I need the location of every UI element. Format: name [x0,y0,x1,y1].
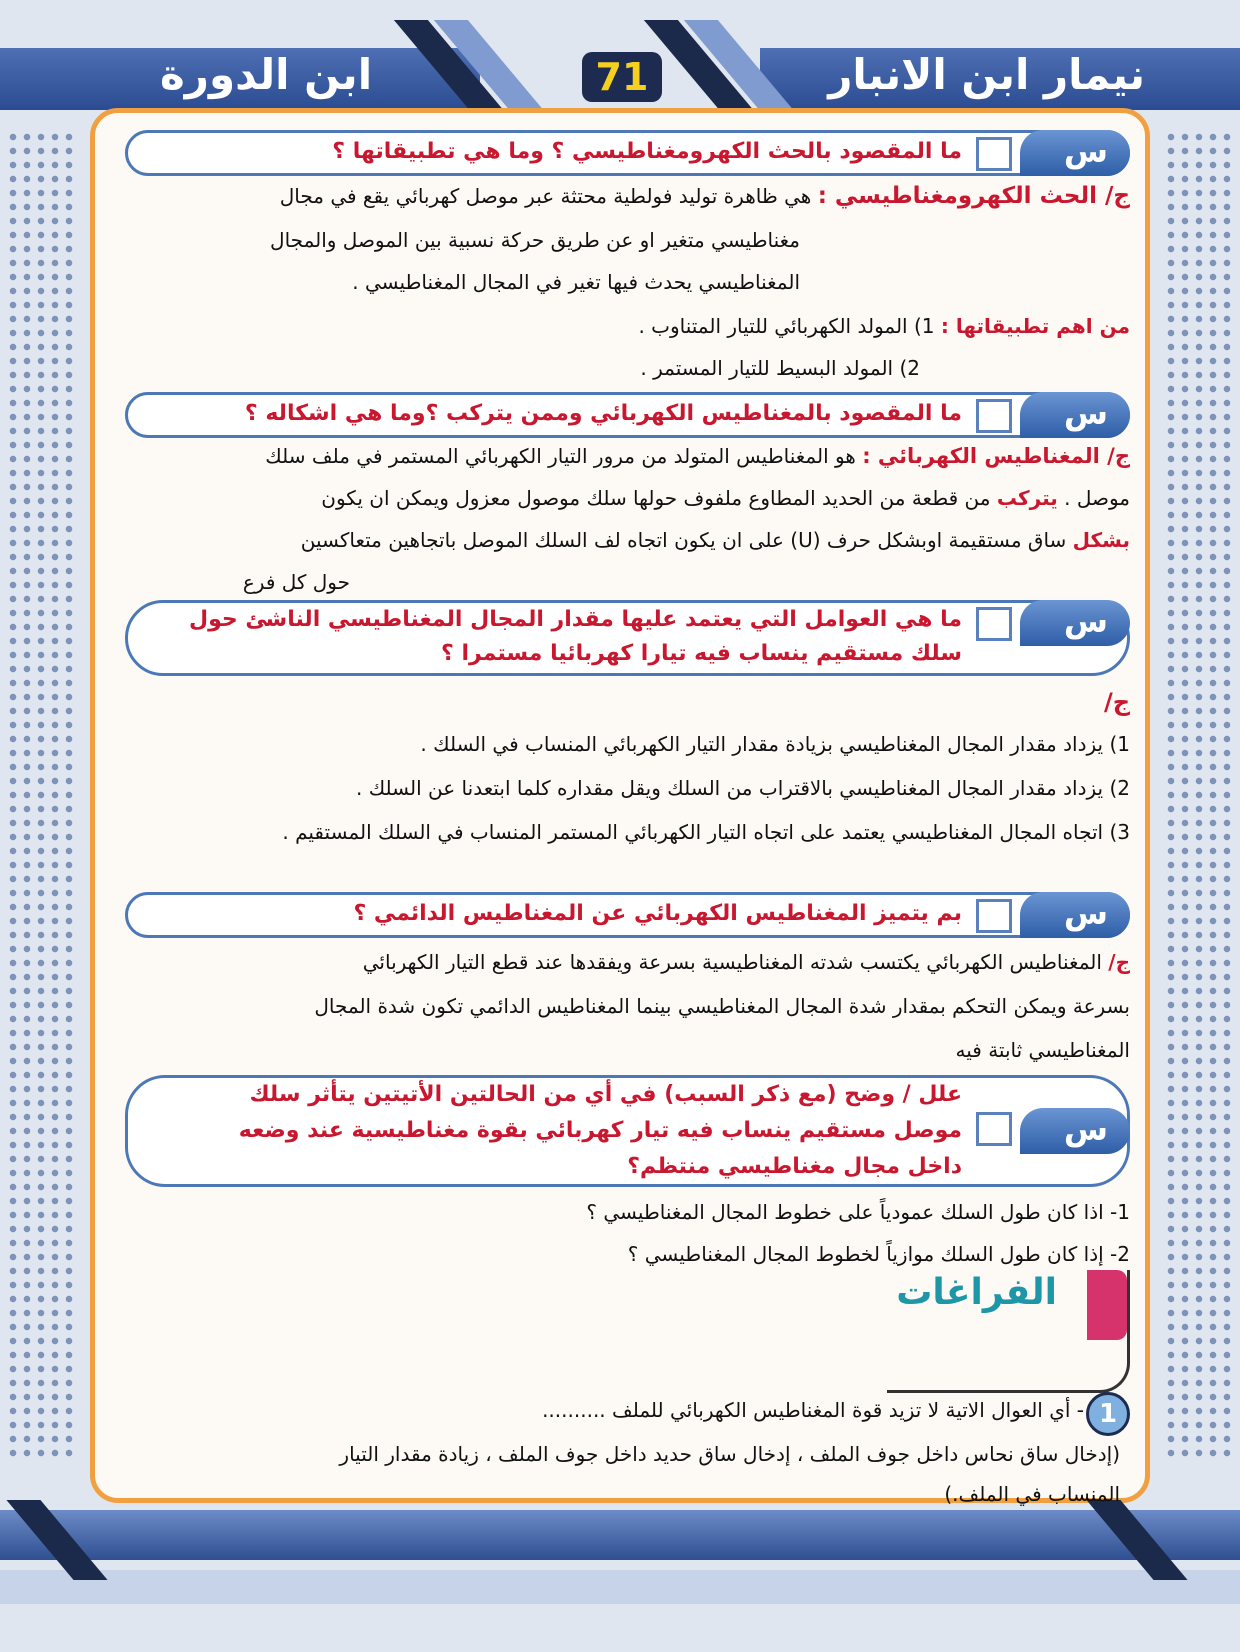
answer-line: ج/ المغناطيس الكهربائي : هو المغناطيس المتولد من مرور التيار الكهربائي المستمر في ملف سلك [265,444,1130,468]
question-tag: س [1020,392,1130,438]
blanks-tag [1087,1270,1127,1340]
checkbox-decor [976,899,1012,933]
decor-dots-left [6,130,76,1460]
applications-line: 2) المولد البسيط للتيار المستمر . [640,356,920,380]
answer-item: 2) يزداد مقدار المجال المغناطيسي بالاقتراب من السلك ويقل مقداره كلما ابتعدنا عن السلك . [355,776,1130,800]
header-title-right: نيمار ابن الانبار [828,50,1145,99]
question-box-3 [125,600,1130,676]
checkbox-decor [976,399,1012,433]
blank-options: المنساب في الملف.) [944,1482,1120,1506]
blanks-title: الفراغات [896,1272,1057,1313]
answer-line: بشكل ساق مستقيمة اوبشكل حرف (U) على ان يكون اتجاه لف السلك الموصل باتجاهين متعاكسين [300,528,1130,552]
question-box-1 [125,130,1130,176]
question-box-5 [125,1075,1130,1187]
page-footer [0,1500,1240,1652]
answer-line: ج/ الحث الكهرومغناطيسي : هي ظاهرة توليد فولطية محتثة عبر موصل كهربائي يقع في مجال [279,183,1130,209]
answer-line: ج/ المغناطيس الكهربائي يكتسب شدته المغناطيسية بسرعة ويفقدها عند قطع التيار الكهربائي [362,950,1130,974]
answer-line: مغناطيسي متغير او عن طريق حركة نسبية بين الموصل والمجال [270,228,800,252]
answer-line: حول كل فرع [242,570,350,594]
question-box-4 [125,892,1130,938]
checkbox-decor [976,137,1012,171]
answer-line: بسرعة ويمكن التحكم بمقدار شدة المجال المغناطيسي بينما المغناطيس الدائمي تكون شدة المجال [314,994,1130,1018]
applications-line: من اهم تطبيقاتها : 1) المولد الكهربائي للتيار المتناوب . [638,314,1130,338]
answer-line: المغناطيسي يحدث فيها تغير في المجال المغناطيسي . [352,270,800,294]
question-text: سلك مستقيم ينساب فيه تيارا كهربائيا مستمرا ؟ [441,641,962,666]
blank-question: - أي العوال الاتية لا تزيد قوة المغناطيس الكهربائي للملف .......... [542,1398,1084,1422]
question-text: ما المقصود بالمغناطيس الكهربائي وممن يتركب ؟وما هي اشكاله ؟ [244,401,962,426]
footer-band [0,1510,1240,1560]
blank-number: 1 [1086,1392,1130,1436]
question-text: موصل مستقيم ينساب فيه تيار كهربائي بقوة مغناطيسية عند وضعه [238,1118,962,1143]
question-tag: س [1020,130,1130,176]
decor-dots-right [1164,130,1234,1460]
question-text: داخل مجال مغناطيسي منتظم؟ [627,1154,962,1179]
question-text: ما المقصود بالحث الكهرومغناطيسي ؟ وما هي تطبيقاتها ؟ [332,139,962,164]
page-number: 71 [582,52,662,102]
question-tag: س [1020,892,1130,938]
question-tag: س [1020,600,1130,646]
answer-item: 1) يزداد مقدار المجال المغناطيسي بزيادة مقدار التيار الكهربائي المنساب في السلك . [420,732,1130,756]
case-item: 1- اذا كان طول السلك عمودياً على خطوط المجال المغناطيسي ؟ [586,1200,1130,1224]
answer-label: ج/ [1103,688,1130,716]
question-box-2 [125,392,1130,438]
question-text: علل / وضح (مع ذكر السبب) في أي من الحالتين الأتيتين يتأثر سلك [249,1082,962,1107]
question-tag: س [1020,1108,1130,1154]
blanks-header [887,1270,1130,1393]
blank-options: (إدخال ساق نحاس داخل جوف الملف ، إدخال ساق حديد داخل جوف الملف ، زيادة مقدار التيار [339,1442,1120,1466]
page-header [0,0,1240,125]
header-title-left: ابن الدورة [160,50,373,99]
footer-band-light [0,1570,1240,1604]
question-text: ما هي العوامل التي يعتمد عليها مقدار المجال المغناطيسي الناشئ حول [189,607,962,632]
question-text: بم يتميز المغناطيس الكهربائي عن المغناطيس الدائمي ؟ [353,901,962,926]
answer-line: المغناطيسي ثابتة فيه [955,1038,1130,1062]
checkbox-decor [976,1112,1012,1146]
answer-line: موصل . يتركب من قطعة من الحديد المطاوع ملفوف حولها سلك موصول معزول ويمكن ان يكون [321,486,1130,510]
checkbox-decor [976,607,1012,641]
answer-item: 3) اتجاه المجال المغناطيسي يعتمد على اتجاه التيار الكهربائي المستمر المنساب في السلك المستقيم . [282,820,1130,844]
case-item: 2- إذا كان طول السلك موازياً لخطوط المجال المغناطيسي ؟ [627,1242,1130,1266]
